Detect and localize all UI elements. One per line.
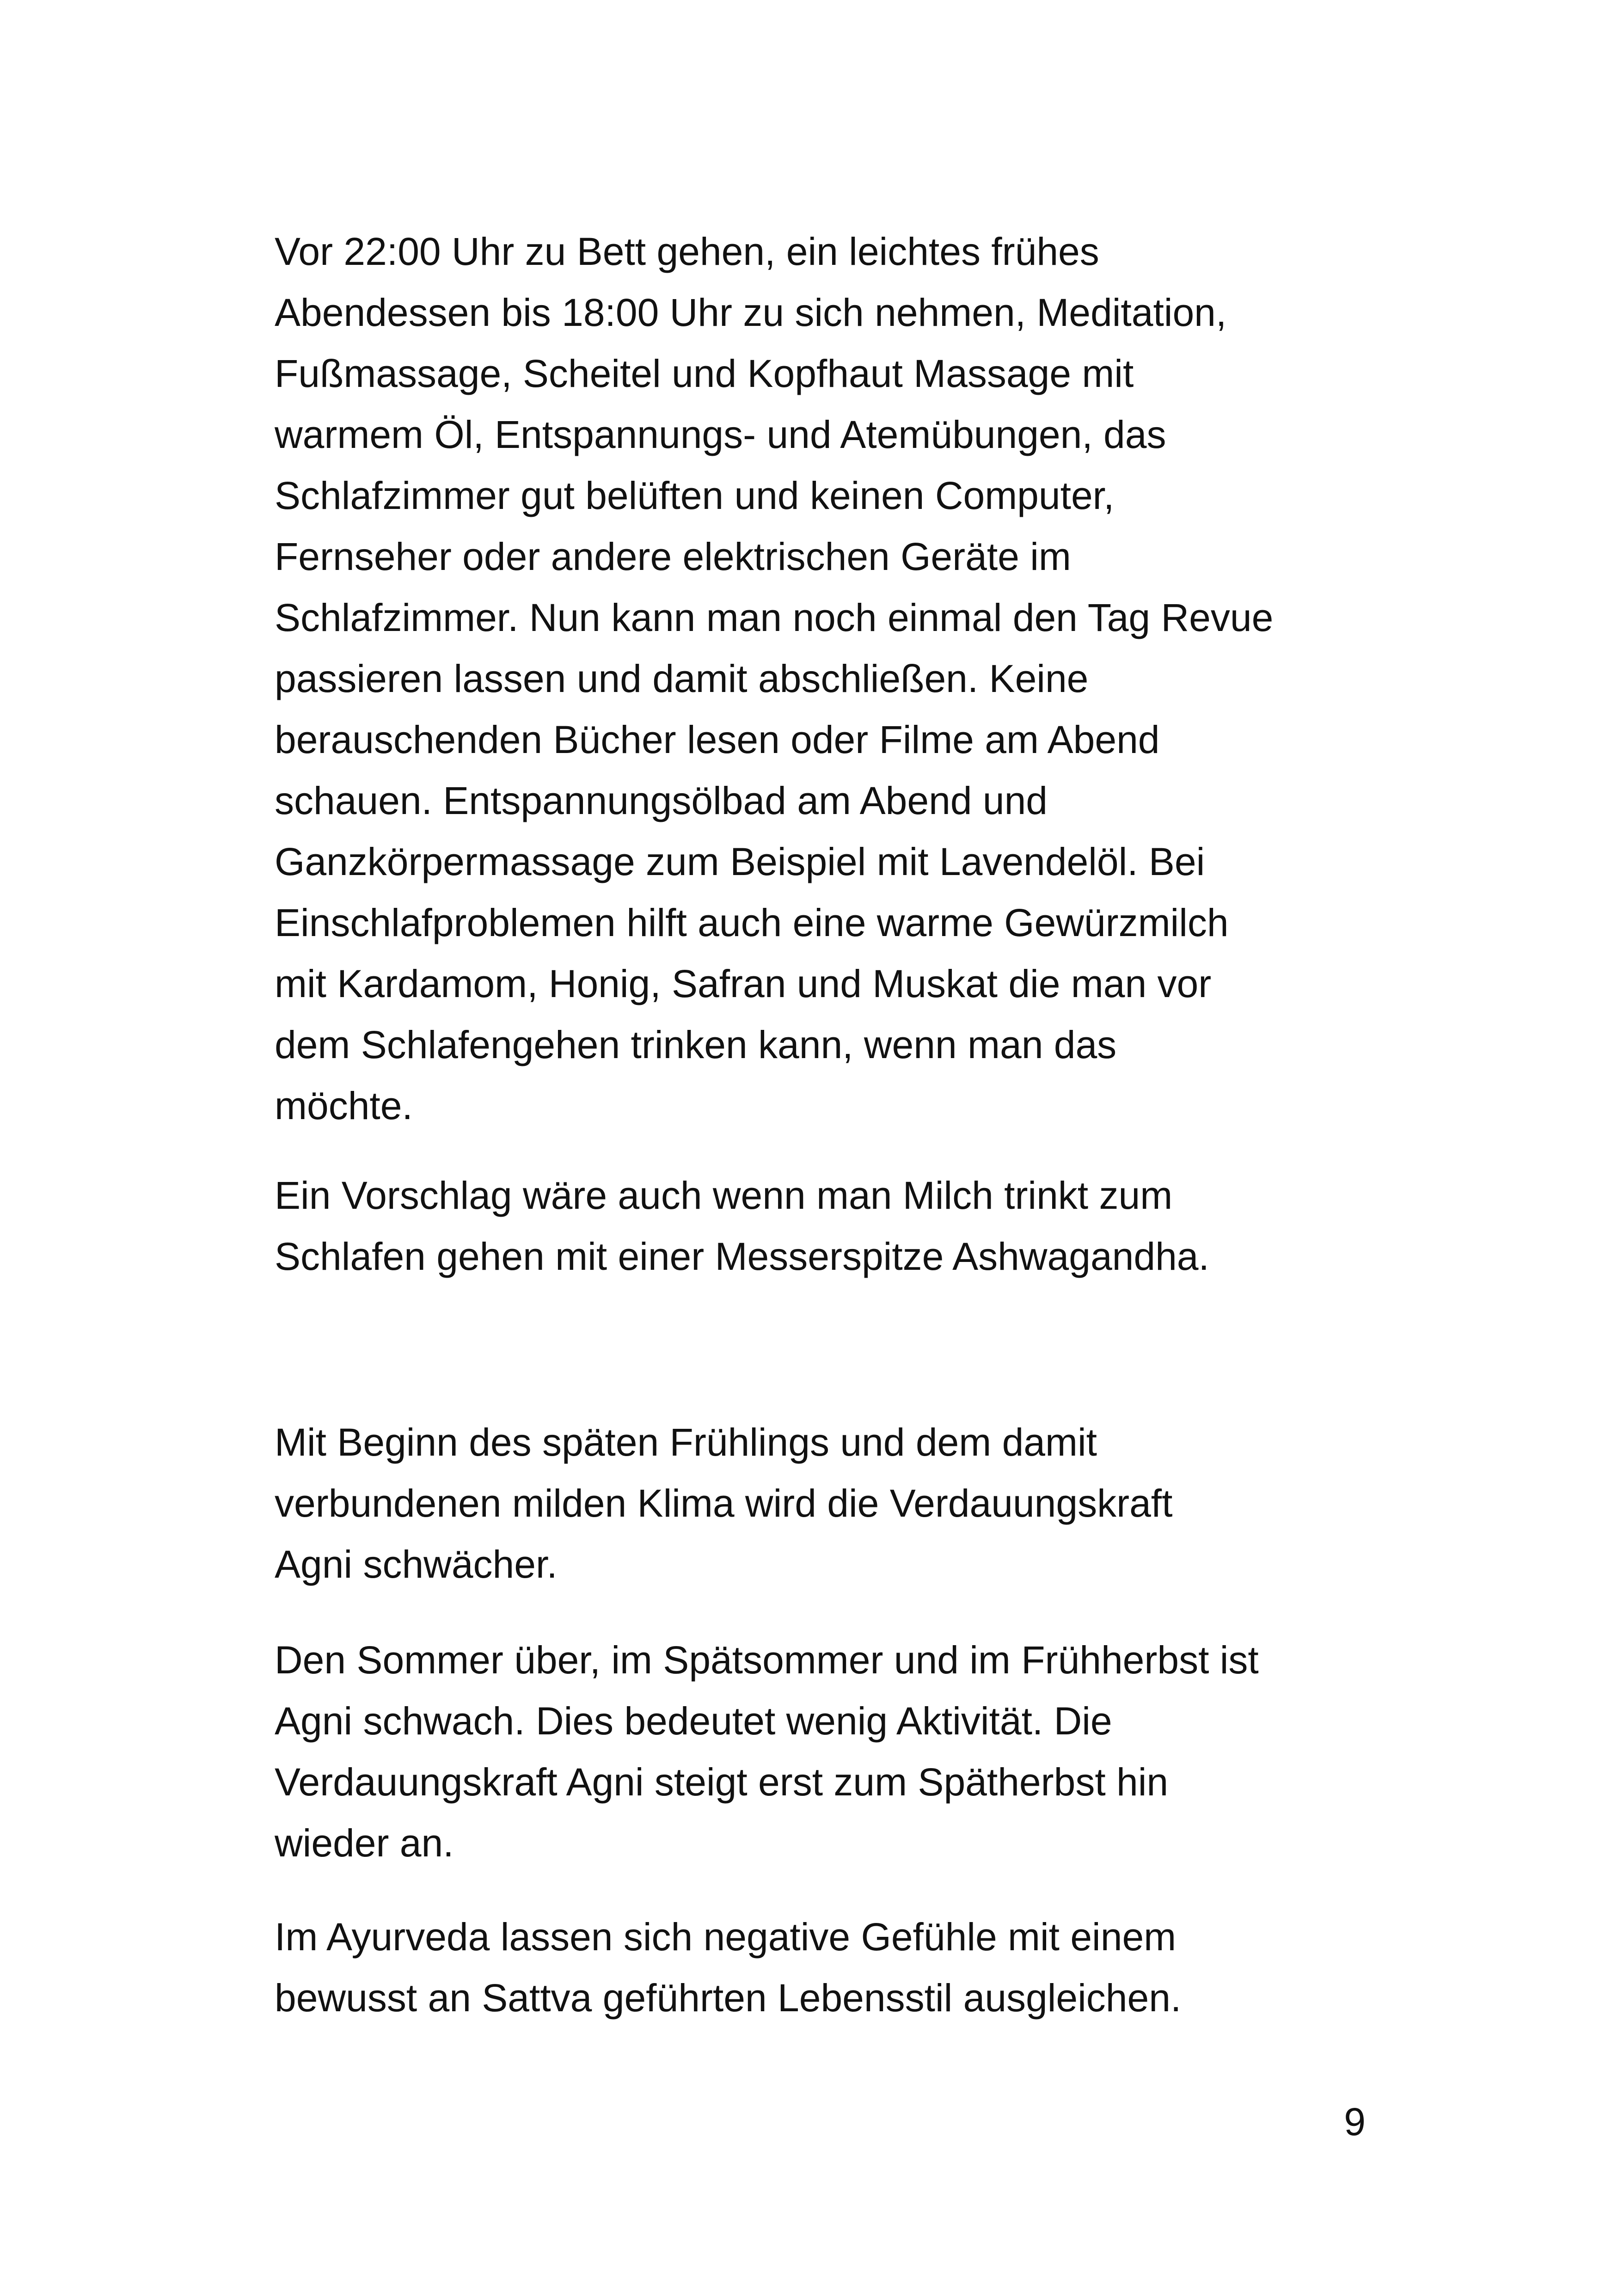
text-line: Den Sommer über, im Spätsommer und im Frühherbst ist — [275, 1638, 1259, 1682]
text-line: Einschlafproblemen hilft auch eine warme Gewürzmilch — [275, 901, 1229, 944]
page-number: 9 — [1344, 2100, 1366, 2143]
text-line: möchte. — [275, 1084, 413, 1127]
text-line: wieder an. — [275, 1821, 454, 1865]
text-line: Vor 22:00 Uhr zu Bett gehen, ein leichtes frühes — [275, 230, 1099, 273]
text-line: Im Ayurveda lassen sich negative Gefühle mit einem — [275, 1915, 1177, 1959]
text-line: Schlafzimmer gut belüften und keinen Computer, — [275, 474, 1115, 517]
text-line: dem Schlafengehen trinken kann, wenn man das — [275, 1023, 1117, 1066]
text-line: mit Kardamom, Honig, Safran und Muskat die man vor — [275, 962, 1212, 1005]
text-line: Fernseher oder andere elektrischen Geräte im — [275, 535, 1071, 578]
text-line: Verdauungskraft Agni steigt erst zum Spätherbst hin — [275, 1760, 1169, 1804]
paragraph-summer-agni — [275, 1629, 1366, 1874]
paragraph-sattva-lifestyle — [275, 1906, 1366, 2028]
text-line: Fußmassage, Scheitel und Kopfhaut Massage mit — [275, 352, 1134, 395]
text-line: schauen. Entspannungsölbad am Abend und — [275, 779, 1048, 822]
text-line: berauschenden Bücher lesen oder Filme am Abend — [275, 718, 1160, 761]
text-line: Schlafzimmer. Nun kann man noch einmal den Tag Revue — [275, 596, 1274, 639]
text-line: Ein Vorschlag wäre auch wenn man Milch trinkt zum — [275, 1174, 1173, 1217]
text-line: Mit Beginn des späten Frühlings und dem damit — [275, 1420, 1097, 1464]
text-line: Agni schwach. Dies bedeutet wenig Aktivität. Die — [275, 1699, 1112, 1743]
text-line: passieren lassen und damit abschließen. Keine — [275, 657, 1089, 700]
text-line: Abendessen bis 18:00 Uhr zu sich nehmen, Meditation, — [275, 291, 1227, 334]
paragraph-late-spring — [275, 1412, 1366, 1595]
text-line: warmem Öl, Entspannungs- und Atemübungen, das — [275, 413, 1166, 456]
text-line: Agni schwächer. — [275, 1543, 558, 1586]
text-line: verbundenen milden Klima wird die Verdauungskraft — [275, 1482, 1173, 1525]
paragraph-sleep-routine — [275, 221, 1366, 1136]
text-line: Ganzkörpermassage zum Beispiel mit Lavendelöl. Bei — [275, 840, 1205, 883]
text-line: bewusst an Sattva geführten Lebensstil ausgleichen. — [275, 1976, 1182, 2020]
paragraph-ashwagandha-suggestion — [275, 1165, 1366, 1287]
text-line: Schlafen gehen mit einer Messerspitze Ashwagandha. — [275, 1235, 1209, 1278]
